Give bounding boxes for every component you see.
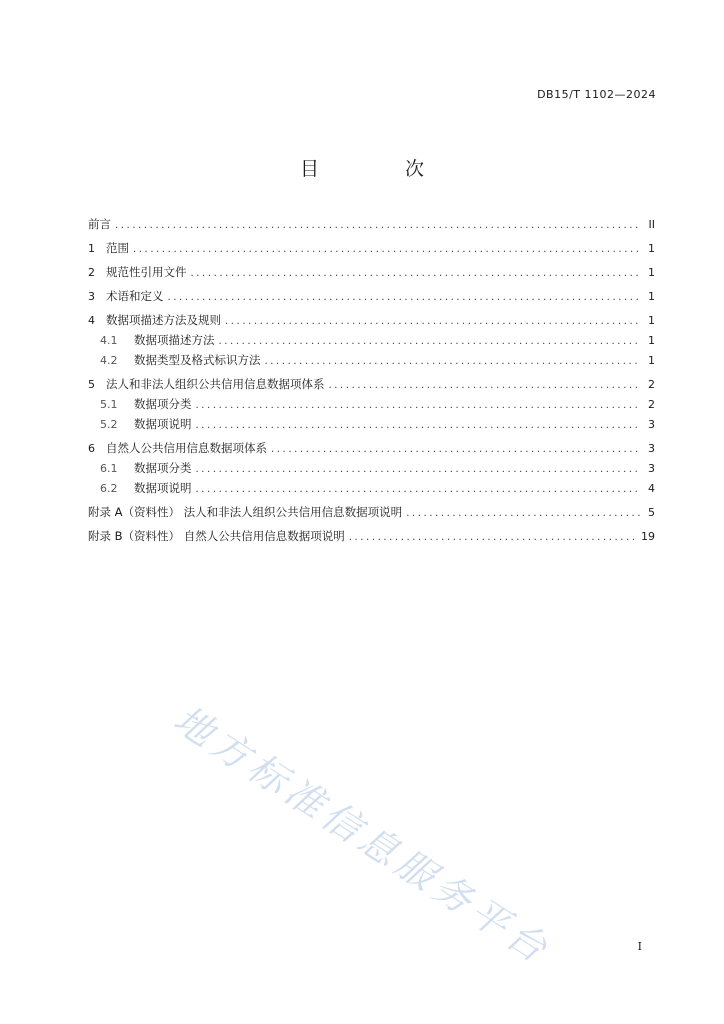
dot-leader (196, 484, 642, 495)
toc-entry-page: 2 (648, 378, 655, 391)
toc-entry-label: 数据项说明 (134, 417, 192, 431)
footer-page-number: I (637, 940, 642, 953)
toc-entry-page: 1 (648, 242, 655, 255)
toc-entry-page: II (648, 218, 655, 231)
toc-entry-number: 4 (88, 314, 95, 327)
toc-entry[interactable] (88, 332, 655, 352)
toc-entry-number: 3 (88, 290, 95, 303)
toc-entry-label: 自然人公共信用信息数据项体系 (106, 441, 267, 455)
toc-entry[interactable] (88, 240, 655, 260)
dot-leader (115, 220, 641, 231)
toc-title: 目 次 (299, 158, 465, 180)
toc-entry-label: 数据项描述方法 (134, 333, 215, 347)
toc-entry-label: 规范性引用文件 (106, 265, 187, 279)
dot-leader (133, 244, 641, 255)
toc-entry-number: 5.1 (100, 398, 118, 411)
toc-entry-number: 6 (88, 442, 95, 455)
toc-entry-number: 1 (88, 242, 95, 255)
toc-entry[interactable] (88, 504, 655, 524)
toc-entry-page: 1 (648, 290, 655, 303)
dot-leader (168, 292, 642, 303)
toc-entry[interactable] (88, 352, 655, 372)
toc-entry-label: 范围 (106, 241, 129, 255)
toc-entry[interactable] (88, 396, 655, 416)
toc-entry-number: 5.2 (100, 418, 118, 431)
toc-entry[interactable] (88, 480, 655, 500)
toc-entry-number: 4.2 (100, 354, 118, 367)
standard-code: DB15/T 1102—2024 (537, 88, 656, 101)
toc-entry-number: 6.2 (100, 482, 118, 495)
dot-leader (406, 508, 641, 519)
toc-entry-page: 1 (648, 354, 655, 367)
dot-leader (265, 356, 642, 367)
toc-entry-number: 4.1 (100, 334, 118, 347)
dot-leader (329, 380, 642, 391)
toc-entry-label: 数据项说明 (134, 481, 192, 495)
toc-entry-label: 数据项描述方法及规则 (106, 313, 221, 327)
toc-entry-label: 数据项分类 (134, 461, 192, 475)
toc-entry-label: 术语和定义 (106, 289, 164, 303)
toc-entry-label: 附录 A（资料性） 法人和非法人组织公共信用信息数据项说明 (88, 505, 403, 519)
toc-entry-number: 5 (88, 378, 95, 391)
toc-entry[interactable] (88, 376, 655, 396)
toc-entry[interactable] (88, 460, 655, 480)
toc-entry-label: 数据项分类 (134, 397, 192, 411)
toc-entry-label: 数据类型及格式标识方法 (134, 353, 261, 367)
toc-entry-page: 3 (648, 418, 655, 431)
toc-entry[interactable] (88, 264, 655, 284)
toc-entry-number: 2 (88, 266, 95, 279)
toc-entry-page: 1 (648, 314, 655, 327)
watermark: 地方标准信息服务平台 (166, 696, 560, 974)
toc-entry-page: 4 (648, 482, 655, 495)
toc-entry-label: 附录 B（资料性） 自然人公共信用信息数据项说明 (88, 529, 345, 543)
dot-leader (196, 400, 642, 411)
toc-entry-page: 3 (648, 462, 655, 475)
toc-entry[interactable] (88, 288, 655, 308)
toc-entry-page: 5 (648, 506, 655, 519)
dot-leader (349, 532, 637, 543)
dot-leader (219, 336, 642, 347)
toc-entry-page: 19 (641, 530, 655, 543)
toc-entry-number: 6.1 (100, 462, 118, 475)
dot-leader (196, 420, 642, 431)
toc-entry[interactable] (88, 528, 655, 548)
toc-entry[interactable] (88, 440, 655, 460)
toc-entry-page: 3 (648, 442, 655, 455)
table-of-contents (88, 216, 655, 548)
toc-entry-page: 1 (648, 266, 655, 279)
toc-entry-label: 前言 (88, 217, 111, 231)
toc-entry-page: 1 (648, 334, 655, 347)
dot-leader (196, 464, 642, 475)
toc-entry-label: 法人和非法人组织公共信用信息数据项体系 (106, 377, 325, 391)
toc-entry[interactable] (88, 216, 655, 236)
toc-entry[interactable] (88, 416, 655, 436)
toc-entry-page: 2 (648, 398, 655, 411)
dot-leader (191, 268, 642, 279)
dot-leader (225, 316, 641, 327)
toc-entry[interactable] (88, 312, 655, 332)
dot-leader (271, 444, 641, 455)
